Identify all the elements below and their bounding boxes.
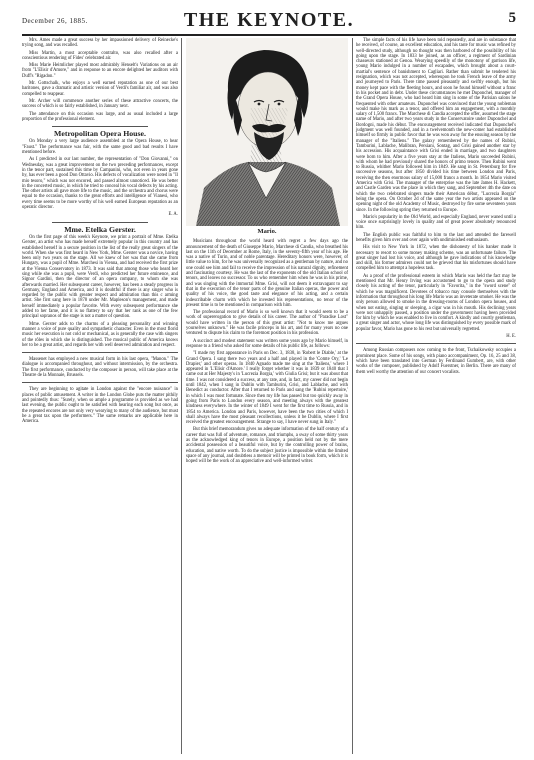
signature: E. A. bbox=[168, 212, 178, 218]
quotation: "I made my first appearance in Paris on Dec. 3, 1838, in 'Robert le Diable,' at the Grand Opera. I sang there two years and a half and played in the 'Comte Ory,' 'Le Drapier,' and other operas. In 1840 Agnado made me sing at the 'Italiens,' where I appeared in 'L'Elisir d'Amore.' I really forget whether it was in 1839 or 1840 that I came out at Her Majesty's in 'Lucrezia Borgia,' with Giulia Grisi; but it was about that time. I was not considered a success, at any rate, and, in fact, my career did not begin until 1842, when I sang in Dublin with Tamburini, Grisi, and Lablache, and with Benedict as conductor. After that I returned to Paris and sang the 'Rubini repertoire,' in which I was most fortunate. Since then my life has passed but too quickly away in going from Paris to London every season, and meeting always with the greatest kindness everywhere. In the winter of 1849 I went for the first time to Russia, and in 1854 to America. London and Paris, however, have been the two cities of which I shall always have the most pleasant recollections, unless it be Dublin, where I first received the greatest encouragement. Strange to say, I have never sung in Italy." bbox=[186, 351, 348, 426]
section-divider bbox=[52, 222, 148, 223]
paragraph: As a proof of the professional esteem in which Mario was held the fact may be mentioned that Mr. Henry Irving was accustomed to go to the opera and study closely his acting of the tenor, particularly in "Favorita," in the "sword scene" of which he was magnificent. Devotees of tobacco may console themselves with the information that throughout his long life Mario was an inveterate smoker. He was the only person allowed to smoke in the dressing-rooms of London opera houses, and when not eating, singing or sleeping, a cigar was in his mouth. His declining years were not unhappily passed, a position under the government having been provided for him by which he was enabled to live in comfort. A kindly and courtly gentleman, a great singer and actor, whose long life was distinguished by every possible mark of popular favor, Mario has gone to his rest but universally regretted. bbox=[356, 273, 516, 332]
paragraph: The attendance on this occasion was large, and as usual included a large proportion of the professional element. bbox=[22, 111, 178, 122]
paragraph: Massenet has employed a new musical form in his last opera, "Manon." The dialogue is accompanied throughout, and without intermission, by the orchestra. The first performance, conducted by the composer in person, will take place at the Theatre de la Monnaie, Brussels. bbox=[22, 357, 178, 379]
issue-date: December 26, 1885. bbox=[22, 17, 88, 25]
paragraph: On Monday a very large audience assembled at the Opera House, to hear "Faust." The performance was fair, with the same good and bad results I have mentioned before. bbox=[22, 139, 178, 156]
column-right bbox=[356, 38, 516, 377]
paragraph: The professional record of Mario is so well known that it would seem to be a work of supererogation to give details of his career. The author of "Paradise Lost" would have written in the person of this great artist: "Not to know me argues yourselves unknown." He was facile princeps in his art, and for many years no one ventured to dispute his claim to the foremost position in his profession. bbox=[186, 310, 348, 337]
paragraph: Mr. Gottschalk, who enjoys a well earned reputation as one of our best baritones, gave a dramatic and artistic version of Verdi's familiar air, and was also compelled to reappear. bbox=[22, 81, 178, 97]
portrait-engraving bbox=[186, 38, 348, 226]
section-divider bbox=[22, 382, 178, 383]
section-divider bbox=[52, 126, 148, 127]
paragraph: Among Russian composers now coming to the front, Tschaikowsky occupies a prominent place. Some of his songs, with piano accompaniment, Op. 16, 25 and 38, which have been translated into German by Ferdinand Gumbert, are, with other works of the composer, published by Adolf Fuerstner, in Berlin. There are many of them well worthy the attention of our concert vocalists. bbox=[356, 348, 516, 375]
masthead bbox=[22, 4, 516, 36]
mario-portrait bbox=[186, 38, 348, 226]
column-rule-left bbox=[181, 38, 182, 754]
paragraph: Miss Marie Heimlicher played most admirably Henselt's Variations on an air from "L'Elisir d'Amore," and in response to an encore delighted her auditors with Duff's "Rigadon." bbox=[22, 63, 178, 79]
heading-opera-house: Metropolitan Opera House. bbox=[54, 129, 146, 139]
paragraph: The English public was faithful to him to the last and attended the farewell benefits given him over and over again with undiminished enthusiasm. bbox=[356, 232, 516, 243]
paragraph: Mr. Archer will commence another series of these attractive concerts, the success of which is so fairly established, in January next. bbox=[22, 98, 178, 110]
section-divider bbox=[356, 343, 516, 344]
paragraph: Mme. Gerster adds to the charms of a pleasing personality and winning manner a voice of pure quality and sympathetic character. Even in the most florid music her execution is not cold or mechanical, as is generally the case with singers of the rôles in which she is distinguished. The musical public of America knows her to be a great artist, and regards her with well deserved admiration and respect. bbox=[22, 321, 178, 348]
paragraph: As I predicted in our last number, the representation of "Don Giovanni," on Wednesday, was a great improvement on the two preceding performances, except in the tenor part, sustained this time by Campanini, who, not even in years gone by, has ever been a good Don Ottavio. His defects of vocalization were noted in "Il mio tesoro," which was not encored, and passed almost unnoticed. He was better in the concerted music, in which he tried to conceal his vocal defects by his acting. The other artists all gave more life to the music, and the orchestra and chorus were equal to the occasion, thanks to the great efforts and intelligence of Vianesi, who every time seems to be more worthy of his well earned European reputation as an operatic director. bbox=[22, 157, 178, 211]
column-rule-right bbox=[352, 38, 353, 754]
paragraph: The simple facts of his life have been told repeatedly, and are in substance that he received, of course, an excellent education, and his taste for music was refined by well-directed study, although no thought was then harbored of the possibility of his going upon the stage. In 1833 he joined, as an officer, a regiment of Sardinian chasseurs stationed at Genoa. Wearying speedily of the monotony of garrison life, young Mario indulged in a number of escapades, which brought about a court-martial's sentence of banishment to Cagliari. Rather than submit he tendered his resignation, which was not accepted, whereupon he took French leave of the army and journeyed to Paris. There time passed pleasantly and swiftly enough, but his money kept pace with the fleeting hours, and soon he found himself without a franc in his pocket and in debt. Under these circumstances he met Duponchel, manager of the Grand Opera House, who had heard him sing in some of the Parisian salons he frequented with other amateurs. Duponchel was convinced that the young nobleman would make his mark as a tenor, and offered him an engagement, with a monthly salary of 1,500 francs. The Marchese di Candia accepted the offer, assumed the stage name of Mario, and after two years study in the Conservatoire under Duponchel and Bordogni, made his début. The encouragement received indicated that Duponchel's judgment was well founded, and in a twelvemonth the new-comer had established himself so firmly in public favor that he was won away for the ensuing season by the manager of the "Italiens." The galaxy remembered by the names of Rubini, Tamburini, Lablache, Malibran, Persiani, Sontag, and Grisi gained another star by his accession. His acquaintance with Grisi ended in marriage, and two daughters were born to him. After a five years stay at the Italiens, Mario succeeded Rubini, with whom he had previously shared the honors of primo tenore. Then Rubini went to Russia, whither Mario followed him in 1849. He sang in St. Petersburg for five successive seasons, but after 1850 divided his time between London and Paris, receiving the then enormous salary of 15,000 francs a month. In 1854 Mario visited America with Grisi. The manager of the enterprise was the late James H. Hackett, and Castle Garden was the place in which they sang, and September 4th the date on which the two celebrated singers made their American début, "Lucrezia Borgia" being the opera. On October 2d of the same year the two artists appeared on the opening night of the old Academy of Music, destroyed by fire some seventeen years since. In the following spring they returned to Europe. bbox=[356, 38, 516, 213]
paragraph: On the first page of this week's Keynote, we print a portrait of Mme. Etelka Gerster, an artist who has made herself extremely popular in this country and has established herself in a secure position in the list of the really great singers of the world. When she was first heard in New York, Mme. Gerster was a novice, having been only two years on the stage. All we knew of her was that she came from Hungary, was a pupil of Mme. Marchesi in Vienna, and had received the first prize at the Vienna Conservatory in 1873. It was said that among those who heard her sing while she was a pupil, were Verdi, who predicted her future eminence, and Signor Gardini, then the director of an opera company, to whom she was afterwards married. Her subsequent career, however, has been a steady progress in Germany, England and America, and it is doubtful if there is any singer who is regarded by the public with greater respect and admiration than this c arming artist. She first sang here in 1878 under Mr. Mapleson's management, and made herself immediately a popular favorite. With every subsequent performance she added to her fame, and it is no flattery to say that her rank as one of the few principal sopranos of the stage is not a matter of question. bbox=[22, 234, 178, 320]
paragraph: But this brief memorandum gives no adequate information of the half century of a career that was full of adventure, romance, and triumphs, a sway of some thirty years as the acknowledged king of tenors in Europe, a position held not by the mere accidental possession of a beautiful voice, but by the controlling power of brains, education, and native worth. To do the subject justice is impossible within the limited space of any journal, and doubtless a memoir will be printed in book form, which it is hoped will be the work of an appreciative and well-informed writer. bbox=[186, 427, 348, 465]
paragraph: They are beginning to agitate in London against the "encore nuisance" in places of public amusement. A writer in the London Globe puts the matter pithily and pointedly thus: "Surely, when so ample a programme is provided as we had last evening, the public ought to be satisfied with hearing each song but once, as the repeated encores are not only very wearying to many of the audience, but must be a great tax upon the performers." The same remarks are applicable here in America. bbox=[22, 387, 178, 425]
column-left bbox=[22, 38, 178, 426]
paragraph: His visit to New York in 1872, when the dishonesty of his banker made it necessary to resort to some money making scheme, was an unfortunate failure. The great singer had lost his voice, and although he gave indications of his knowledge and skill, his former admirers could not be grieved that his misfortunes should have compelled him to attempt a hopeless task. bbox=[356, 245, 516, 272]
newspaper-title: THE KEYNOTE. bbox=[183, 9, 355, 31]
page-number: 5 bbox=[508, 10, 516, 26]
paragraph: A succinct and modest statement was written some years ago by Mario himself, in response to a friend who asked for some details of his public life, as follows: bbox=[186, 338, 348, 349]
paragraph: Mario's popularity in the Old World, and especially England, never waned until a voice once surprisingly lovely in quality and of great power absolutely renounced him. bbox=[356, 214, 516, 231]
signature: H. E. bbox=[506, 334, 516, 340]
section-divider bbox=[22, 352, 178, 353]
paragraph: Musicians throughout the world heard with regret a few days ago the announcement of the death of Giuseppe Mario, Marchese di Candia, who breathed his last on the 11th of December at Rome, Italy, in the seventy-fifth year of his age. He was a native of Turin, and of noble parentage. Hereditary honors were, however, of little value to him, for he was universally recognized as a gentleman by nature, and no one could see him and fail to receive the impression of his natural dignity, refinement and fascinating courtesy. He was the last of the exponents of the old Italian school of tenors, and leaves no successor. To us who remember him when he was in his prime, and was singing with the immortal Mme. Grisi, will not deem it extravagant to say that in the execution of the tenor parts of the genuine Italian operas, the power and quality of his voice, the good taste and elegance of his acting, and a certain indescribable charm with which he invested his representations, no tenor of the present time is to be mentioned in comparison with him. bbox=[186, 239, 348, 308]
column-middle bbox=[186, 38, 348, 466]
paragraph: Mrs. Ames made a great success by her impassioned delivery of Reinecke's trying song, and was recalled. bbox=[22, 38, 178, 49]
heading-gerster: Mme. Etelka Gerster. bbox=[64, 224, 136, 234]
paragraph: Miss Martin, a most acceptable contralto, was also recalled after a conscientious rendering of Fides' celebrated air. bbox=[22, 50, 178, 61]
portrait-caption: Mario. bbox=[257, 228, 277, 235]
